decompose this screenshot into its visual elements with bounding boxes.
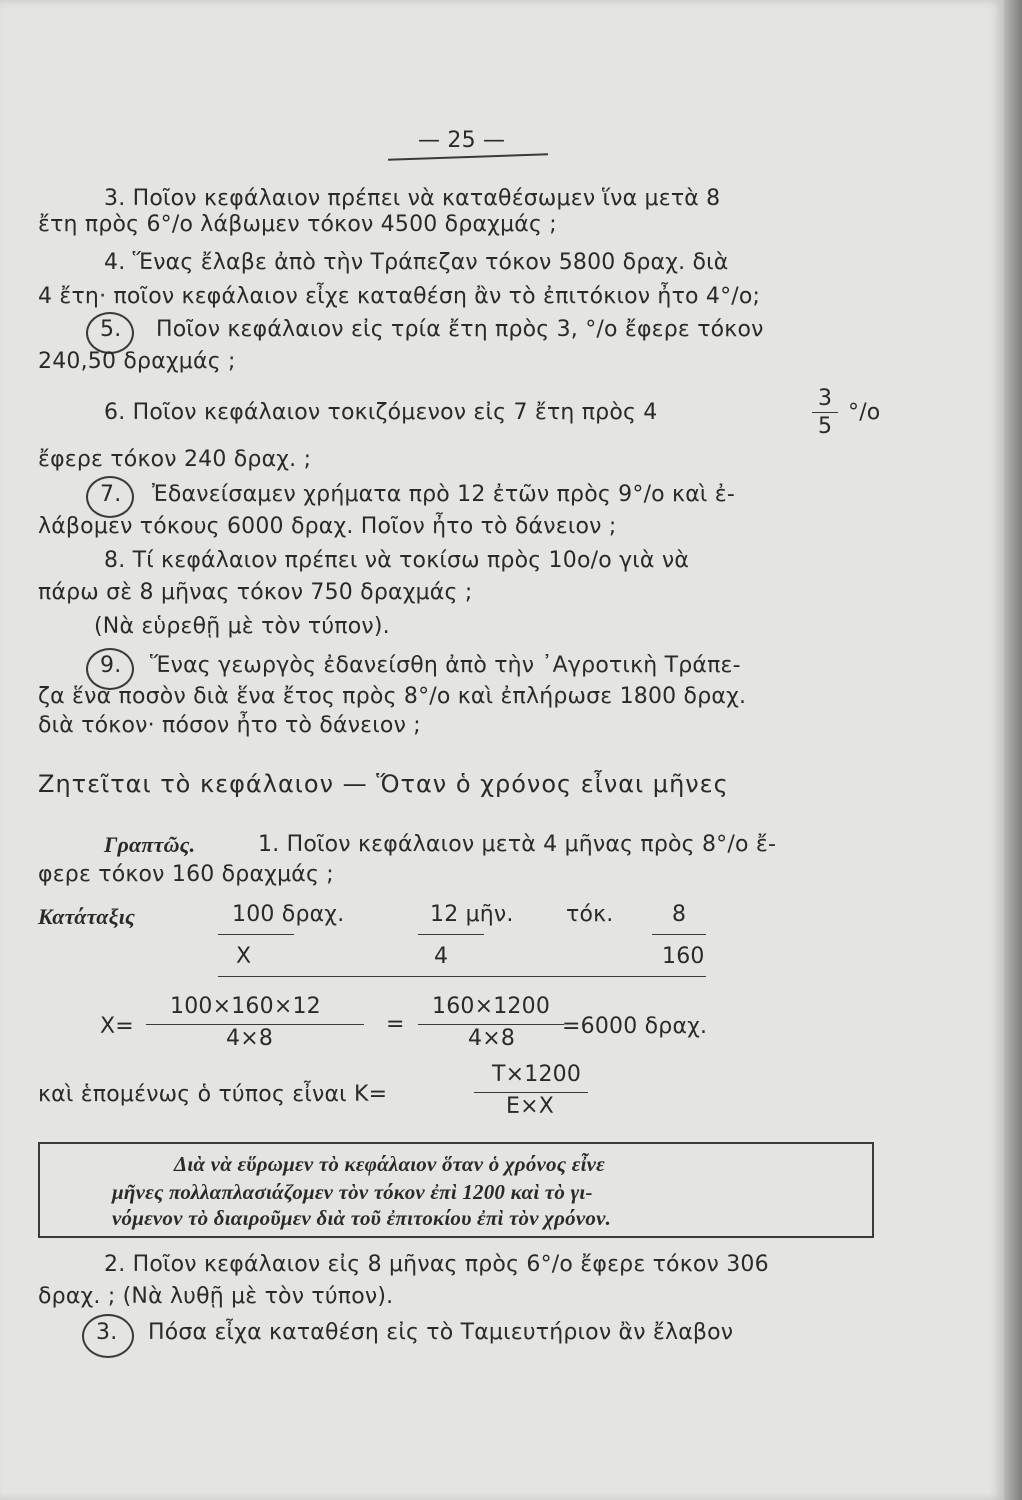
- formula-text: καὶ ἑπομένως ὁ τύπος εἶναι Κ=: [38, 1082, 388, 1107]
- rule-box: [38, 1142, 874, 1238]
- equation-fraction-bar-2: [418, 1024, 564, 1025]
- arrangement-c2-bar: [418, 934, 484, 935]
- problem-9-line1: Ἕνας γεωργὸς ἐδανείσθη ἀπὸ τὴν ᾽Αγροτικὴ Τράπε-: [150, 653, 741, 678]
- arrangement-c3-bar: [652, 934, 706, 935]
- problem-b2-line2: δραχ. ; (Νὰ λυθῇ μὲ τὸν τύπον).: [38, 1284, 394, 1309]
- rule-line3: νόμενον τὸ διαιροῦμεν διὰ τοῦ ἐπιτοκίου ἐπὶ τὸν χρόνον.: [112, 1206, 612, 1230]
- equation-numerator-1: 100×160×12: [170, 994, 321, 1019]
- equation-x: Χ=: [100, 1014, 134, 1039]
- problem-5-line2: 240,50 δραχμάς ;: [38, 349, 236, 374]
- rule-line1: Διὰ νὰ εὕρωμεν τὸ κεφάλαιον ὅταν ὁ χρόνος εἶνε: [174, 1152, 605, 1176]
- arrangement-c3-label: τόκ.: [566, 902, 614, 927]
- arrangement-c2-top: 12 μῆν.: [430, 902, 514, 927]
- arrangement-c1-bottom: Χ: [236, 944, 252, 969]
- problem-6-fraction-denominator: 5: [818, 414, 832, 439]
- problem-b3-number: 3.: [96, 1320, 118, 1345]
- problem-8-line3: (Νὰ εὑρεθῇ μὲ τὸν τύπον).: [94, 614, 390, 639]
- formula-fraction-bar: [474, 1092, 588, 1093]
- problem-6-fraction-numerator: 3: [818, 386, 832, 411]
- problem-8-line2: πάρω σὲ 8 μῆνας τόκον 750 δραχμάς ;: [38, 580, 473, 605]
- page-number: — 25 —: [418, 128, 506, 153]
- problem-9-number: 9.: [100, 653, 122, 678]
- arrangement-c1-bar: [218, 934, 294, 935]
- problem-6-fraction-bar: [812, 412, 838, 413]
- problem-5-number: 5.: [100, 317, 122, 342]
- problem-4-line2: 4 ἔτη· ποῖον κεφάλαιον εἶχε καταθέση ἂν τὸ ἐπιτόκιον ἦτο 4°/ο;: [38, 284, 761, 309]
- arrangement-c2-bottom: 4: [434, 944, 449, 969]
- arrangement-c3-bottom: 160: [662, 944, 705, 969]
- problem-9-line3: διὰ τόκον· πόσον ἦτο τὸ δάνειον ;: [38, 713, 421, 738]
- rule-line2: μῆνες πολλαπλασιάζομεν τὸν τόκον ἐπὶ 1200 καὶ τὸ γι-: [112, 1180, 593, 1204]
- problem-5-line1: Ποῖον κεφάλαιον εἰς τρία ἔτη πρὸς 3, °/ο ἔφερε τόκον: [156, 317, 764, 342]
- problem-3-line1: 3. Ποῖον κεφάλαιον πρέπει νὰ καταθέσωμεν ἵνα μετὰ 8: [104, 186, 721, 211]
- problem-7-line1: Ἐδανείσαμεν χρήματα πρὸ 12 ἐτῶν πρὸς 9°/ο καὶ ἐ-: [152, 482, 735, 507]
- problem-7-number: 7.: [100, 482, 122, 507]
- equation-fraction-bar-1: [146, 1024, 364, 1025]
- written-line2: φερε τόκον 160 δραχμάς ;: [38, 862, 334, 887]
- formula-numerator: Τ×1200: [492, 1062, 582, 1087]
- written-line1: 1. Ποῖον κεφάλαιον μετὰ 4 μῆνας πρὸς 8°/ο ἔ-: [258, 832, 777, 857]
- problem-6-line1: 6. Ποῖον κεφάλαιον τοκιζόμενον εἰς 7 ἔτη πρὸς 4: [104, 400, 658, 425]
- equation-denominator-2: 4×8: [468, 1026, 516, 1051]
- equation-denominator-1: 4×8: [226, 1026, 274, 1051]
- equation-numerator-2: 160×1200: [432, 994, 551, 1019]
- problem-b2-line1: 2. Ποῖον κεφάλαιον εἰς 8 μῆνας πρὸς 6°/ο ἔφερε τόκον 306: [104, 1252, 769, 1277]
- written-label: Γραπτῶς.: [104, 832, 196, 857]
- arrangement-underline: [218, 976, 706, 977]
- problem-3-line2: ἔτη πρὸς 6°/ο λάβωμεν τόκον 4500 δραχμάς ;: [38, 212, 557, 237]
- arrangement-c1-top: 100 δραχ.: [232, 902, 345, 927]
- problem-8-line1: 8. Τί κεφάλαιον πρέπει νὰ τοκίσω πρὸς 10ο/ο γιὰ νὰ: [104, 548, 690, 573]
- arrangement-c3-top: 8: [672, 902, 687, 927]
- problem-6-percent: °/ο: [848, 400, 881, 425]
- page-number-underline: [388, 153, 548, 161]
- equation-result: =6000 δραχ.: [562, 1014, 708, 1039]
- page-edge-shadow: [1004, 0, 1022, 1500]
- problem-4-line1: 4. Ἕνας ἔλαβε ἀπὸ τὴν Τράπεζαν τόκον 5800 δραχ. διὰ: [104, 250, 729, 275]
- problem-b3-line1: Πόσα εἶχα καταθέση εἰς τὸ Ταμιευτήριον ἂν ἔλαβον: [148, 1320, 734, 1345]
- section-heading: Ζητεῖται τὸ κεφάλαιον — Ὅταν ὁ χρόνος εἶναι μῆνες: [38, 770, 729, 798]
- problem-6-line2: ἔφερε τόκον 240 δραχ. ;: [38, 447, 312, 472]
- formula-denominator: Ε×Χ: [506, 1094, 555, 1119]
- equation-equals: =: [386, 1012, 405, 1037]
- arrangement-label: Κατάταξις: [38, 904, 136, 929]
- problem-9-line2: ζα ἕνα ποσὸν διὰ ἕνα ἔτος πρὸς 8°/ο καὶ ἐπλήρωσε 1800 δραχ.: [38, 684, 747, 709]
- problem-7-line2: λάβομεν τόκους 6000 δραχ. Ποῖον ἦτο τὸ δάνειον ;: [38, 514, 617, 539]
